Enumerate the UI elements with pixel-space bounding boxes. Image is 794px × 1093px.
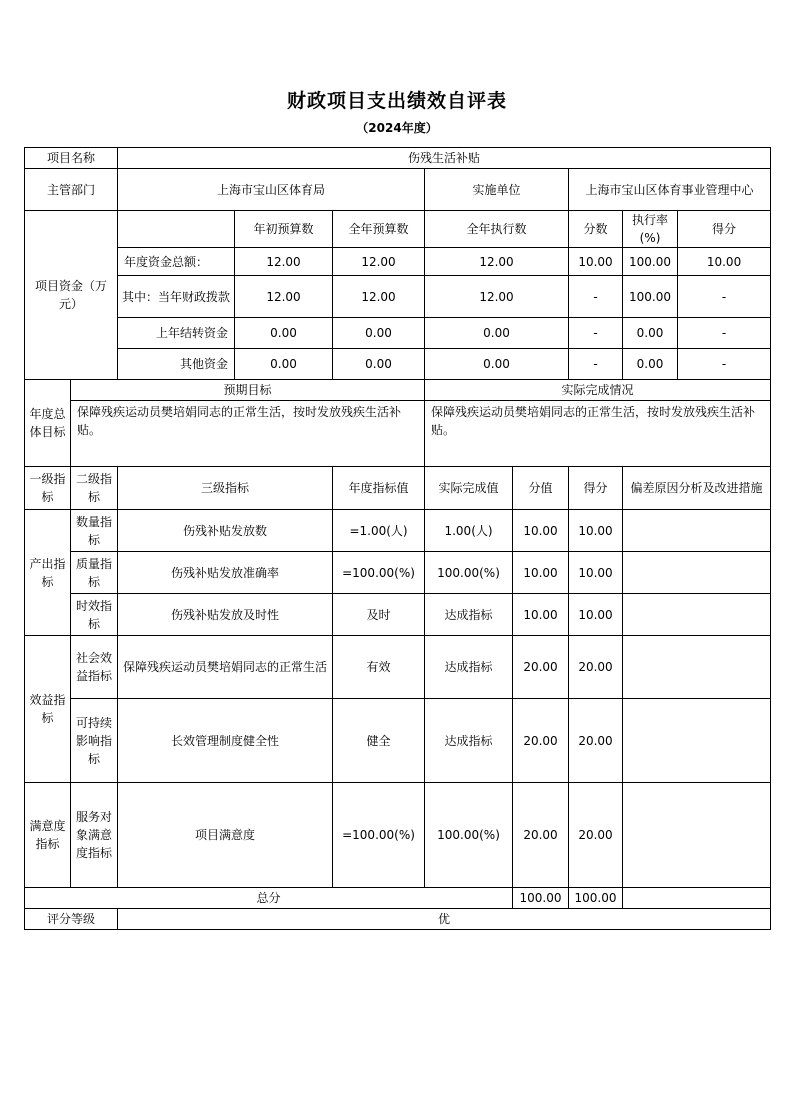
indicator-row: [25, 552, 771, 594]
value-cell: 20.00: [513, 783, 569, 888]
deviation-cell: [623, 783, 771, 888]
funds-header-initial-budget: 年初预算数: [235, 211, 333, 248]
value-cell: 20.00: [513, 699, 569, 783]
funds-header-row: [25, 211, 771, 248]
total-score: 100.00: [569, 888, 623, 909]
header-level3: 三级指标: [118, 467, 333, 510]
funds-cell: -: [678, 318, 771, 349]
level2-cell: 服务对象满意度指标: [71, 783, 118, 888]
funds-cell: 10.00: [569, 248, 623, 276]
dept-label: 主管部门: [25, 169, 118, 211]
funds-header-score: 得分: [678, 211, 771, 248]
funds-cell: 0.00: [235, 318, 333, 349]
indicator-row: [25, 594, 771, 636]
total-row: [25, 888, 771, 909]
grade-value: 优: [118, 909, 771, 930]
level3-cell: 伤残补贴发放准确率: [118, 552, 333, 594]
funds-cell: 12.00: [235, 248, 333, 276]
value-cell: 20.00: [513, 636, 569, 699]
funds-cell: 10.00: [678, 248, 771, 276]
funds-row-label: 其中：当年财政拨款: [118, 276, 235, 318]
goals-text-row: [25, 401, 771, 467]
funds-row-label: 其他资金: [118, 349, 235, 380]
target-cell: 健全: [333, 699, 425, 783]
indicator-header-row: [25, 467, 771, 510]
target-cell: 及时: [333, 594, 425, 636]
funds-cell: -: [569, 318, 623, 349]
funds-header-exec-rate: 执行率(%): [623, 211, 678, 248]
funds-row-label: 上年结转资金: [118, 318, 235, 349]
funds-header-blank: [118, 211, 235, 248]
header-level2: 二级指标: [71, 467, 118, 510]
impl-value: 上海市宝山区体育事业管理中心: [569, 169, 771, 211]
funds-header-executed: 全年执行数: [425, 211, 569, 248]
dept-value: 上海市宝山区体育局: [118, 169, 425, 211]
satisfaction-indicator-label: 满意度指标: [25, 783, 71, 888]
level2-cell: 数量指标: [71, 510, 118, 552]
value-cell: 10.00: [513, 594, 569, 636]
actual-cell: 达成指标: [425, 594, 513, 636]
total-label: 总分: [25, 888, 513, 909]
level3-cell: 保障残疾运动员樊培娟同志的正常生活: [118, 636, 333, 699]
score-cell: 20.00: [569, 636, 623, 699]
target-cell: =100.00(%): [333, 783, 425, 888]
actual-cell: 100.00(%): [425, 552, 513, 594]
funds-cell: 0.00: [623, 318, 678, 349]
score-cell: 20.00: [569, 699, 623, 783]
funds-cell: 12.00: [425, 248, 569, 276]
goals-expected-header: 预期目标: [71, 380, 425, 401]
funds-row: [25, 276, 771, 318]
grade-row: [25, 909, 771, 930]
funds-cell: 12.00: [333, 248, 425, 276]
goals-expected-text: 保障残疾运动员樊培娟同志的正常生活，按时发放残疾生活补贴。: [71, 401, 425, 467]
indicator-row: [25, 783, 771, 888]
header-score-value: 分值: [513, 467, 569, 510]
deviation-cell: [623, 552, 771, 594]
funds-header-annual-budget: 全年预算数: [333, 211, 425, 248]
actual-cell: 达成指标: [425, 636, 513, 699]
level2-cell: 社会效益指标: [71, 636, 118, 699]
performance-table: [24, 147, 771, 930]
score-cell: 10.00: [569, 510, 623, 552]
department-row: [25, 169, 771, 211]
indicator-row: [25, 699, 771, 783]
funds-cell: 0.00: [425, 318, 569, 349]
indicator-row: [25, 636, 771, 699]
funds-cell: -: [678, 276, 771, 318]
grade-label: 评分等级: [25, 909, 118, 930]
goals-actual-text: 保障残疾运动员樊培娟同志的正常生活，按时发放残疾生活补贴。: [425, 401, 771, 467]
page-title: 财政项目支出绩效自评表: [286, 90, 507, 112]
funds-header-points: 分数: [569, 211, 623, 248]
level2-cell: 可持续影响指标: [71, 699, 118, 783]
funds-cell: -: [569, 276, 623, 318]
deviation-cell: [623, 594, 771, 636]
score-cell: 10.00: [569, 594, 623, 636]
funds-label: 项目资金（万元）: [25, 211, 118, 380]
actual-cell: 达成指标: [425, 699, 513, 783]
header-deviation: 偏差原因分析及改进措施: [623, 467, 771, 510]
funds-cell: -: [678, 349, 771, 380]
total-blank: [623, 888, 771, 909]
header-score: 得分: [569, 467, 623, 510]
total-value: 100.00: [513, 888, 569, 909]
output-indicator-label: 产出指标: [25, 510, 71, 636]
funds-row: [25, 318, 771, 349]
header-level1: 一级指标: [25, 467, 71, 510]
goals-header-row: [25, 380, 771, 401]
benefit-indicator-label: 效益指标: [25, 636, 71, 783]
target-cell: 有效: [333, 636, 425, 699]
funds-row: [25, 349, 771, 380]
deviation-cell: [623, 699, 771, 783]
header-actual: 实际完成值: [425, 467, 513, 510]
target-cell: =100.00(%): [333, 552, 425, 594]
funds-cell: 0.00: [333, 318, 425, 349]
funds-cell: 100.00: [623, 248, 678, 276]
funds-row-label: 年度资金总额：: [118, 248, 235, 276]
funds-cell: 12.00: [425, 276, 569, 318]
deviation-cell: [623, 510, 771, 552]
impl-label: 实施单位: [425, 169, 569, 211]
indicator-row: [25, 510, 771, 552]
header-target: 年度指标值: [333, 467, 425, 510]
funds-cell: -: [569, 349, 623, 380]
score-cell: 20.00: [569, 783, 623, 888]
level2-cell: 质量指标: [71, 552, 118, 594]
target-cell: =1.00(人): [333, 510, 425, 552]
funds-cell: 0.00: [425, 349, 569, 380]
project-name-value: 伤残生活补贴: [118, 148, 771, 169]
actual-cell: 100.00(%): [425, 783, 513, 888]
funds-cell: 0.00: [333, 349, 425, 380]
goals-label: 年度总体目标: [25, 380, 71, 467]
funds-row: [25, 248, 771, 276]
project-name-label: 项目名称: [25, 148, 118, 169]
level2-cell: 时效指标: [71, 594, 118, 636]
funds-cell: 12.00: [235, 276, 333, 318]
level3-cell: 伤残补贴发放数: [118, 510, 333, 552]
funds-cell: 0.00: [235, 349, 333, 380]
deviation-cell: [623, 636, 771, 699]
page-subtitle: （2024年度）: [356, 121, 438, 135]
goals-actual-header: 实际完成情况: [425, 380, 771, 401]
funds-cell: 0.00: [623, 349, 678, 380]
level3-cell: 项目满意度: [118, 783, 333, 888]
project-name-row: [25, 148, 771, 169]
actual-cell: 1.00(人): [425, 510, 513, 552]
value-cell: 10.00: [513, 510, 569, 552]
level3-cell: 长效管理制度健全性: [118, 699, 333, 783]
value-cell: 10.00: [513, 552, 569, 594]
level3-cell: 伤残补贴发放及时性: [118, 594, 333, 636]
funds-cell: 12.00: [333, 276, 425, 318]
funds-cell: 100.00: [623, 276, 678, 318]
score-cell: 10.00: [569, 552, 623, 594]
